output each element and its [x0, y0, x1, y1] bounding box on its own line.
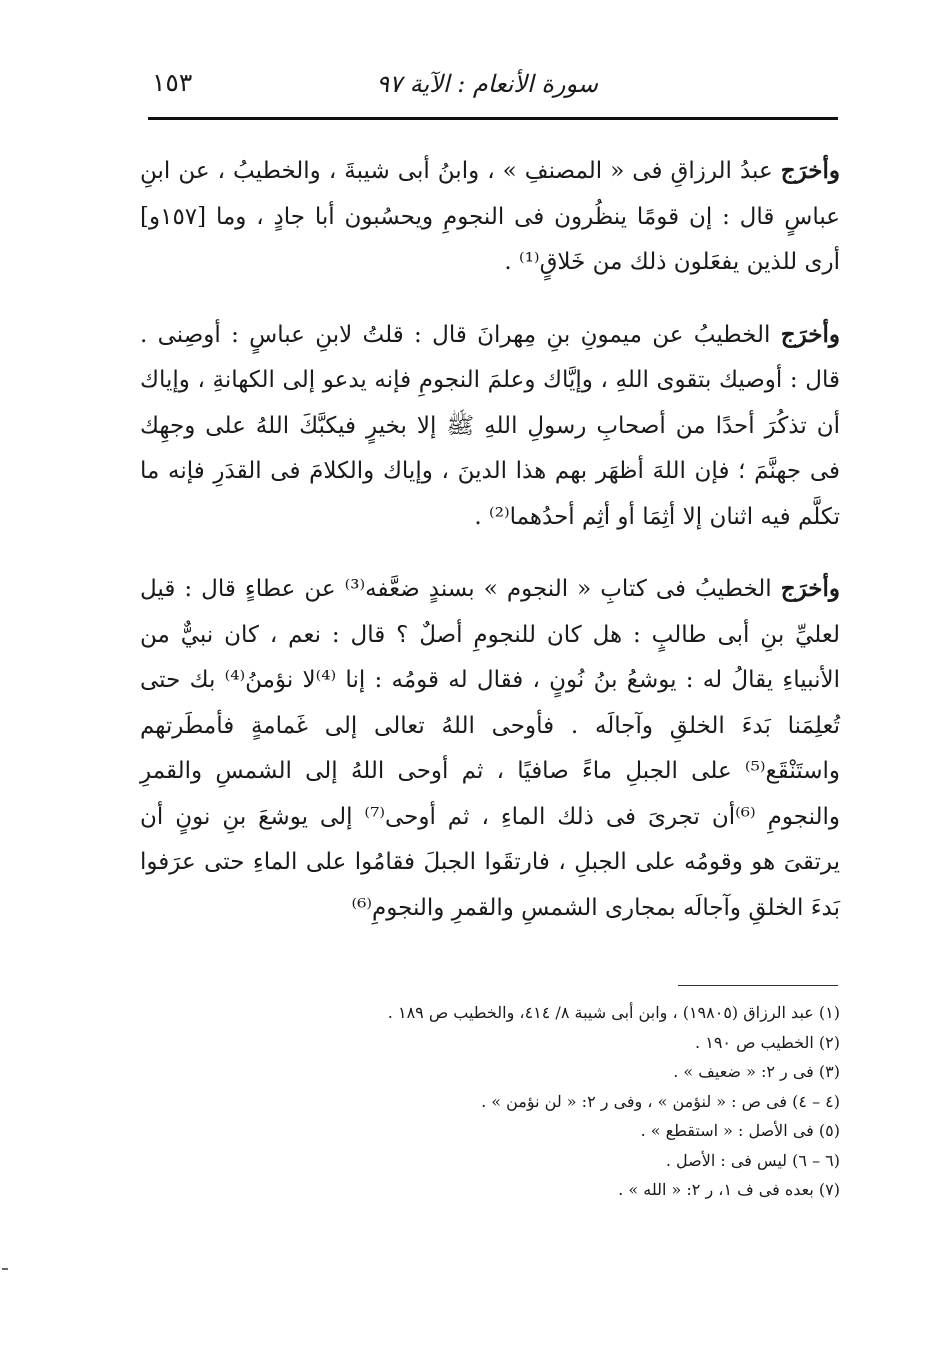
page-header — [140, 62, 838, 112]
paragraph-lead: وأخرَج — [780, 320, 840, 348]
scan-mark — [2, 1268, 8, 1270]
page-number: ١٥٣ — [152, 68, 193, 97]
paragraph-3 — [140, 566, 840, 931]
footnote: (٣) فى ر ٢: « ضعيف » . — [673, 1062, 840, 1081]
footnote: (٥) فى الأصل : « استقطع » . — [640, 1121, 840, 1140]
paragraph-2 — [140, 312, 840, 541]
paragraph-text: الخطيبُ فى كتابِ « النجوم » بسندٍ ضعَّفه⁽³⁾ عن عطاءٍ قال : قيل لعليِّ بنِ أبى طالبٍ : هل كان للنجومِ أصلٌ ؟ قال : نعم ، كان نبيٌّ من الأنبياءِ يقالُ له : يوشعُ بنُ نُونٍ ، فقال له قومُه : إنا ⁽⁴⁾لا نؤمنُ⁽⁴⁾ بك حتى تُعلِمَنا بَدءَ الخلقِ وآجالَه . فأوحى اللهُ تعالى إلى غَمامةٍ فأمطَرتهم واستَنْقَع⁽⁵⁾ على الجبلِ ماءً صافيًا ، ثم أوحى اللهُ إلى الشمسِ والقمرِ والنجومِ ⁽⁶⁾أن تجرىَ فى ذلك الماءِ ، ثم أوحى⁽⁷⁾ إلى يوشعَ بنِ نونٍ أن يرتقىَ هو وقومُه على الجبلِ ، فارتقَوا الجبلَ فقامُوا على الماءِ حتى عرَفوا بَدءَ الخلقِ وآجالَه بمجارى الشمسِ والقمرِ والنجومِ⁽⁶⁾ — [140, 576, 841, 921]
footnote: (١) عبد الرزاق (١٩٨٠٥) ، وابن أبى شيبة ٨/ ٤١٤، والخطيب ص ١٨٩ . — [387, 1003, 840, 1022]
running-title: سورة الأنعام : الآية ٩٧ — [376, 70, 598, 98]
main-text — [140, 148, 840, 957]
footnote-separator — [678, 985, 838, 986]
paragraph-1 — [140, 148, 840, 286]
paragraph-text: عبدُ الرزاقِ فى « المصنفِ » ، وابنُ أبى شيبةَ ، والخطيبُ ، عن ابنِ عباسٍ قال : إن قومًا ينظُرون فى النجومِ ويحسُبون أبا جادٍ ، وما [١٥٧و] أرى للذين يفعَلون ذلك من خَلاقٍ⁽¹⁾ . — [140, 158, 840, 275]
footnote: (٧) بعده فى ف ١، ر ٢: « الله » . — [618, 1180, 840, 1199]
footnote: (٦ – ٦) ليس فى : الأصل . — [665, 1150, 840, 1170]
paragraph-lead: وأخرَج — [780, 575, 840, 602]
footnote: (٢) الخطيب ص ١٩٠ . — [695, 1032, 840, 1052]
footnote: (٤ – ٤) فى ص : « لنؤمن » ، وفى ر ٢: « لن نؤمن » . — [481, 1091, 840, 1111]
paragraph-text: الخطيبُ عن ميمونِ بنِ مِهرانَ قال : قلتُ لابنِ عباسٍ : أوصِنى . قال : أوصيك بتقوى اللهِ ، وإيَّاك وعلمَ النجومِ فإنه يدعو إلى الكهانةِ ، وإياك أن تذكُرَ أحدًا من أصحابِ رسولِ اللهِ ﷺ إلا بخيرٍ فيكبَّكَ اللهُ على وجهِك فى جهنَّمَ ؛ فإن اللهَ أظهَر بهم هذا الدينَ ، وإياك والكلامَ فى القدَرِ فإنه ما تكلَّم فيه اثنان إلا أثِمَا أو أثِم أحدُهما⁽²⁾ . — [140, 321, 840, 530]
header-rule — [148, 117, 838, 120]
footnotes — [140, 998, 840, 1205]
paragraph-lead: وأخرَج — [780, 157, 840, 184]
